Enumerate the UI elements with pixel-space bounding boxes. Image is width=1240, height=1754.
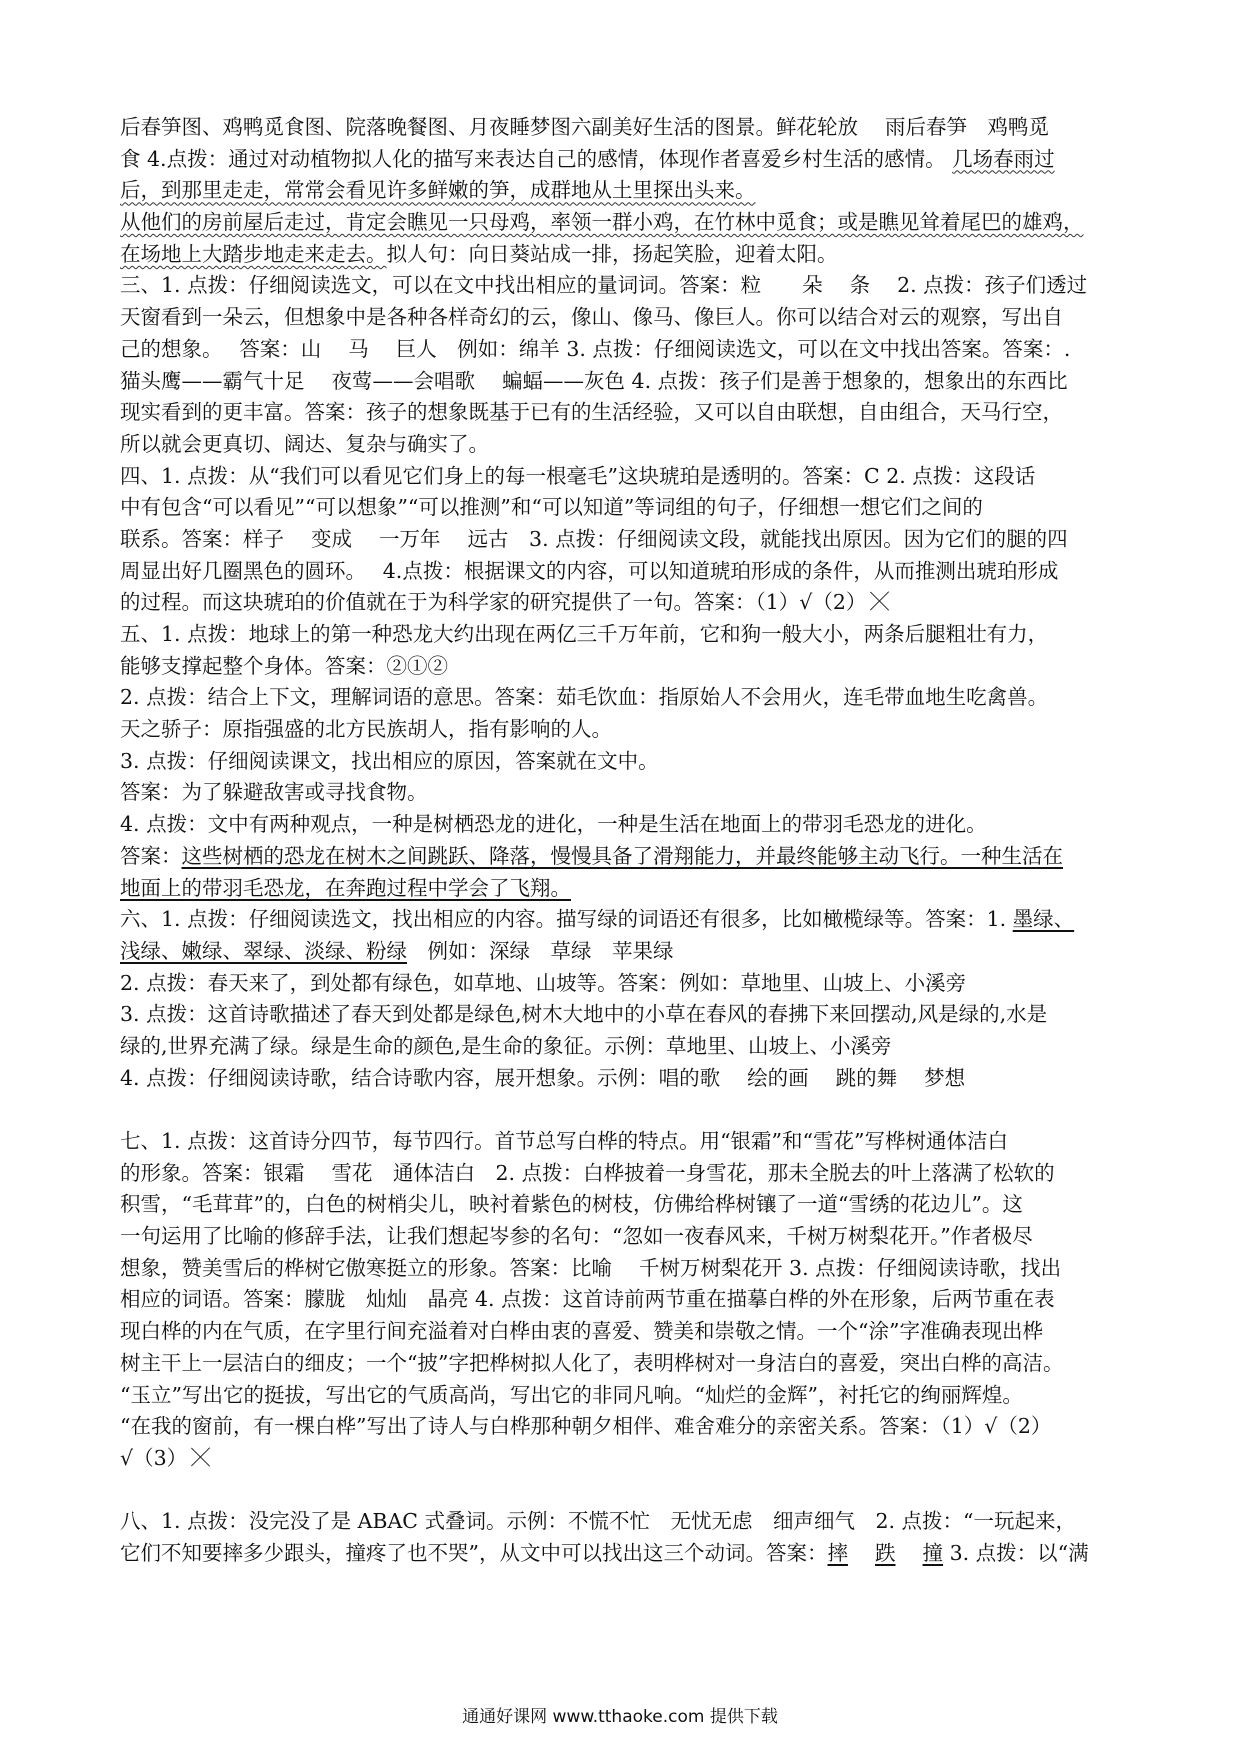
text-line: 三、1. 点拨：仔细阅读选文，可以在文中找出相应的量词词。答案：粒 朵 条 2. 点拨：孩子们透过	[120, 273, 1088, 298]
text-line: 想象，赞美雪后的桦树它傲寒挺立的形象。答案：比喻 千树万树梨花开 3. 点拨：仔细阅读诗歌，找出	[120, 1255, 1062, 1280]
text-line: 在场地上大踏步地走来走去。拟人句：向日葵站成一排，扬起笑脸，迎着太阳。	[120, 241, 838, 266]
cross-mark-icon	[866, 590, 890, 614]
text-line: 树主干上一层洁白的细皮；一个“披”字把桦树拟人化了，表明桦树对一身洁白的喜爱，突出白桦的高洁。	[120, 1350, 1064, 1375]
wavy-underlined-quote: 后，到那里走走，常常会看见许多鲜嫩的笋，成群地从土里探出头来。	[120, 178, 756, 203]
text-line: 3. 点拨：仔细阅读课文，找出相应的原因，答案就在文中。	[120, 748, 659, 773]
text-line: 的形象。答案：银霜 雪花 通体洁白 2. 点拨：白桦披着一身雪花，那未全脱去的叶上落满了松软的	[120, 1160, 1055, 1185]
text-line: 绿的,世界充满了绿。绿是生命的颜色,是生命的象征。示例：草地里、山坡上、小溪旁	[120, 1033, 892, 1058]
answer-text-body	[120, 112, 1125, 1570]
text-line: 能够支撑起整个身体。答案：②①②	[120, 653, 448, 678]
text-line: 它们不知要摔多少跟头，撞疼了也不哭”，从文中可以找出这三个动词。答案：摔 跌 撞 3. 点拨：以“满	[120, 1540, 1089, 1565]
text-line: 的过程。而这块琥珀的价值就在于为科学家的研究提供了一句。答案：（1）√（2）	[120, 587, 1125, 619]
text-line: 周显出好几圈黑色的圆环。 4.点拨：根据课文的内容，可以知道琥珀形成的条件，从而推测出琥珀形成	[120, 558, 1059, 583]
wavy-underlined-quote: 几场春雨过	[952, 146, 1055, 171]
text-line: 四、1. 点拨：从“我们可以看见它们身上的每一根毫毛”这块琥珀是透明的。答案：C 2. 点拨：这段话	[120, 463, 1036, 488]
text-line: √（3）	[120, 1443, 1125, 1475]
text-line: 八、1. 点拨：没完没了是 ABAC 式叠词。示例：不慌不忙 无忧无虑 细声细气 2. 点拨：“一玩起来，	[120, 1509, 1077, 1534]
text-line: 积雪，“毛茸茸”的，白色的树梢尖儿，映衬着紫色的树枝，仿佛给桦树镶了一道“雪绣的花边儿”。这	[120, 1192, 1023, 1217]
wavy-underlined-quote: 从他们的房前屋后走过，肯定会瞧见一只母鸡，率领一群小鸡，在竹林中觅食；或是瞧见耸着尾巴的雄鸡，	[120, 210, 1084, 235]
text-line	[120, 207, 1125, 239]
text-line: 相应的词语。答案：朦胧 灿灿 晶亮 4. 点拨：这首诗前两节重在描摹白桦的外在形象，后两节重在表	[120, 1287, 1055, 1312]
text-line	[120, 873, 1125, 905]
text-line: 猫头鹰——霸气十足 夜莺——会唱歌 蝙蝠——灰色 4. 点拨：孩子们是善于想象的，想象出的东西比	[120, 368, 1068, 393]
text-line: “玉立”写出它的挺拔，写出它的气质高尚，写出它的非同凡响。“灿烂的金辉”，衬托它的绚丽辉煌。	[120, 1382, 1023, 1407]
underlined-answer: 摔	[827, 1540, 848, 1565]
underlined-answer: 撞	[922, 1540, 944, 1565]
text-line: 六、1. 点拨：仔细阅读选文，找出相应的内容。描写绿的词语还有很多，比如橄榄绿等。答案：1. 墨绿、	[120, 907, 1075, 932]
underlined-answer: 跌	[875, 1540, 896, 1565]
text-line: 五、1. 点拨：地球上的第一种恐龙大约出现在两亿三千万年前，它和狗一般大小，两条后腿粗壮有力，	[120, 622, 1049, 646]
text-line: 后春笋图、鸡鸭觅食图、院落晚餐图、月夜睡梦图六副美好生活的图景。鲜花轮放 雨后春笋 鸡鸭觅	[120, 115, 1050, 139]
wavy-underlined-quote: 在场地上大踏步地走来走去。	[120, 241, 387, 266]
text-line: 浅绿、嫩绿、翠绿、淡绿、粉绿 例如：深绿 草绿 苹果绿	[120, 938, 674, 963]
text-line: 天之骄子：原指强盛的北方民族胡人，指有影响的人。	[120, 717, 612, 742]
page-footer: 通通好课网 www.tthaoke.com 提供下载	[462, 1707, 778, 1727]
text-line: 4. 点拨：仔细阅读诗歌，结合诗歌内容，展开想象。示例：唱的歌 绘的画 跳的舞 梦想	[120, 1065, 966, 1090]
text-line: 3. 点拨：这首诗歌描述了春天到处都是绿色,树木大地中的小草在春风的春拂下来回摆动,风是绿的,水是	[120, 1002, 1048, 1027]
text-line: 食 4.点拨：通过对动植物拟人化的描写来表达自己的感情，体现作者喜爱乡村生活的感情。 几场春雨过	[120, 146, 1055, 171]
text-line: 答案：这些树栖的恐龙在树木之间跳跃、降落，慢慢具备了滑翔能力，并最终能够主动飞行。一种生活在	[120, 843, 1063, 868]
text-line: 现白桦的内在气质，在字里行间充溢着对白桦由衷的喜爱、赞美和崇敬之情。一个“涂”字准确表现出桦	[120, 1319, 1043, 1344]
paragraph-gap	[120, 1094, 1125, 1126]
text-line: 答案：为了躲避敌害或寻找食物。	[120, 780, 428, 805]
underlined-answer: 墨绿、	[1012, 907, 1075, 932]
text-line: 中有包含“可以看见”“可以想象”“可以推测”和“可以知道”等词组的句子，仔细想一想它们之间的	[120, 495, 983, 520]
text-line: “在我的窗前，有一棵白桦”写出了诗人与白桦那种朝夕相伴、难舍难分的亲密关系。答案：（1）√（2）	[120, 1414, 1052, 1439]
text-line: 4. 点拨：文中有两种观点，一种是树栖恐龙的进化，一种是生活在地面上的带羽毛恐龙的进化。	[120, 812, 987, 837]
text-line: 联系。答案：样子 变成 一万年 远古 3. 点拨：仔细阅读文段，就能找出原因。因为它们的腿的四	[120, 526, 1068, 551]
underlined-answer: 地面上的带羽毛恐龙，在奔跑过程中学会了飞翔。	[120, 875, 571, 900]
text-line: 七、1. 点拨：这首诗分四节，每节四行。首节总写白桦的特点。用“银霜”和“雪花”写桦树通体洁白	[120, 1129, 1008, 1153]
text-line: 现实看到的更丰富。答案：孩子的想象既基于已有的生活经验，又可以自由联想，自由组合，天马行空，	[120, 400, 1063, 425]
underlined-answer: 浅绿、嫩绿、翠绿、淡绿、粉绿	[120, 938, 407, 963]
cross-mark-icon	[187, 1446, 211, 1470]
paragraph-gap	[120, 1475, 1125, 1507]
text-line: 2. 点拨：春天来了，到处都有绿色，如草地、山坡等。答案：例如：草地里、山坡上、小溪旁	[120, 970, 967, 995]
text-line: 己的想象。 答案：山 马 巨人 例如：绵羊 3. 点拨：仔细阅读选文，可以在文中找出答案。答案：.	[120, 336, 1071, 361]
underlined-answer: 这些树栖的恐龙在树木之间跳跃、降落，慢慢具备了滑翔能力，并最终能够主动飞行。一种生活在	[181, 843, 1063, 868]
text-line: 所以就会更真切、阔达、复杂与确实了。	[120, 431, 489, 456]
text-line	[120, 175, 1125, 207]
text-line: 天窗看到一朵云，但想象中是各种各样奇幻的云，像山、像马、像巨人。你可以结合对云的观察，写出自	[120, 305, 1063, 330]
text-line: 2. 点拨：结合上下文，理解词语的意思。答案：茹毛饮血：指原始人不会用火，连毛带血地生吃禽兽。	[120, 685, 1049, 710]
text-line: 一句运用了比喻的修辞手法，让我们想起岑参的名句：“忽如一夜春风来，千树万树梨花开。”作者极尽	[120, 1224, 1033, 1249]
